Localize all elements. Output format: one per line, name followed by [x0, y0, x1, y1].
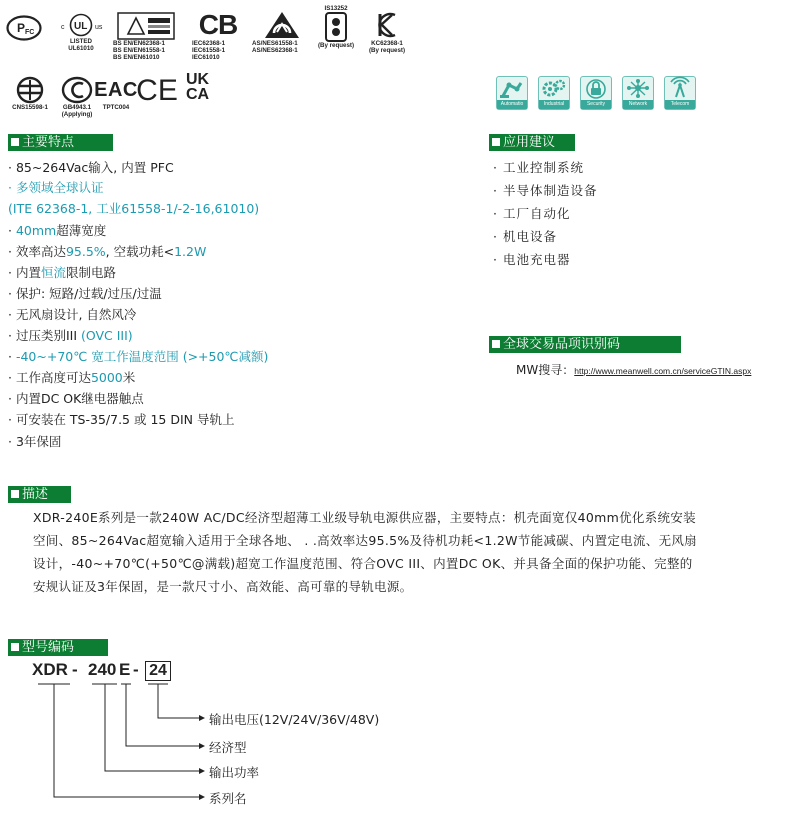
feature-text: , 空载功耗<: [105, 244, 175, 259]
feature-highlight: 40mm: [15, 223, 57, 238]
cert-caption: GB4943.1: [62, 104, 92, 111]
eac-mark-icon: EAC: [94, 79, 138, 101]
gtin-url-link[interactable]: http://www.meanwell.com.cn/serviceGTIN.aspx: [574, 366, 752, 376]
cert-caption: IS13252: [324, 5, 348, 12]
model-dash: -: [133, 660, 139, 679]
model-voltage-box: 24: [145, 661, 171, 681]
description-line: XDR-240E系列是一款240W AC/DC经济型超薄工业级导轨电源供应器，主要特点：机壳面宽仅40mm优化系统安装: [33, 510, 696, 525]
section-title: 型号编码: [22, 640, 75, 655]
feature-text: 米: [122, 370, 136, 385]
ukca-line: UK: [186, 71, 210, 88]
cert-caption: LISTED: [69, 38, 92, 45]
model-legend-type: 经济型: [209, 740, 247, 755]
model-legend-power: 输出功率: [209, 765, 260, 780]
svg-text:us: us: [95, 24, 103, 31]
cert-caption: UL61010: [68, 45, 94, 52]
cert-caption: IEC61558-1: [192, 47, 226, 54]
feature-highlight: -40~+70℃ 宽工作温度范围 (>+50℃减额): [15, 349, 269, 364]
cert-caption: KC62368-1: [371, 40, 403, 47]
description-line: 空间、85~264Vac超宽输入适用于全球各地、 . .高效率达95.5%及待机功耗<1.2W节能减碳、内置定电流、无风扇: [33, 533, 697, 548]
model-series: XDR: [32, 660, 68, 679]
section-title: 描述: [22, 487, 49, 502]
model-power: 240: [88, 660, 117, 679]
cert-caption: (Applying): [61, 111, 93, 118]
feature-highlight: (ITE 62368-1, 工业61558-1/-2-16,61010): [8, 201, 260, 216]
svg-text:FC: FC: [25, 29, 35, 36]
ukca-line: CA: [186, 86, 210, 103]
cert-caption: TPTC004: [102, 104, 130, 111]
cert-caption: (By request): [368, 47, 406, 54]
model-dash: -: [72, 660, 78, 679]
cert-caption: AS/NES61558-1: [252, 40, 298, 47]
feature-text: · 保护: 短路/过载/过压/过温: [8, 286, 162, 301]
cb-mark-icon: CB: [198, 9, 238, 40]
feature-highlight: 恒流: [40, 265, 66, 280]
feature-text: · 85~264Vac输入, 内置 PFC: [8, 160, 174, 175]
description-line: 安规认证及3年保固，是一款尺寸小、高效能、高可靠的导轨电源。: [33, 579, 413, 594]
cert-caption: BS EN/EN61558-1: [113, 47, 165, 54]
feature-highlight: 5000: [90, 370, 123, 385]
application-item: · 工业控制系统: [493, 160, 584, 175]
application-item: · 半导体制造设备: [493, 183, 598, 198]
industry-label: Telecom: [665, 100, 695, 109]
gtin-label: MW搜寻：: [516, 363, 575, 377]
industry-label: Industrial: [539, 100, 569, 109]
cert-caption: (By request): [317, 42, 355, 49]
industry-label: Security: [581, 100, 611, 109]
feature-text: · 效率高达: [8, 244, 66, 259]
cert-caption: BS EN/EN62368-1: [113, 40, 165, 47]
application-item: · 机电设备: [493, 229, 557, 244]
feature-text: · 工作高度可达: [8, 370, 91, 385]
feature-text: 限制电路: [65, 265, 116, 280]
cert-caption: CNS15598-1: [12, 104, 48, 111]
ce-mark-icon: CE: [136, 74, 178, 107]
section-title: 全球交易品项识别码: [503, 337, 621, 352]
svg-text:P: P: [17, 21, 26, 35]
model-legend-voltage: 输出电压(12V/24V/36V/48V): [209, 712, 380, 727]
section-title: 主要特点: [22, 135, 75, 150]
industry-label: Automatio: [497, 100, 527, 109]
feature-text: 超薄宽度: [56, 223, 107, 238]
feature-text: · 内置DC OK继电器触点: [8, 391, 144, 406]
feature-highlight: (OVC III): [80, 328, 133, 343]
feature-highlight: 95.5%: [65, 244, 106, 259]
industry-label: Network: [623, 100, 653, 109]
svg-text:c: c: [61, 24, 65, 31]
application-item: · 工厂自动化: [493, 206, 571, 221]
feature-text: · 无风扇设计, 自然风冷: [8, 307, 137, 322]
cert-caption: AS/NES62368-1: [252, 47, 298, 54]
feature-text: · 内置: [8, 265, 41, 280]
feature-highlight: 1.2W: [174, 244, 207, 259]
application-item: · 电池充电器: [493, 252, 571, 267]
feature-highlight: · 多领域全球认证: [8, 180, 104, 195]
model-legend-series: 系列名: [209, 791, 247, 806]
cert-caption: IEC62368-1: [192, 40, 226, 47]
feature-text: · 过压类别III: [8, 328, 81, 343]
feature-text: · 可安装在 TS-35/7.5 或 15 DIN 导轨上: [8, 412, 235, 427]
cert-caption: IEC61010: [192, 54, 220, 61]
cert-caption: BS EN/EN61010: [113, 54, 160, 61]
description-line: 设计，-40~+70℃(+50℃@满载)超宽工作温度范围、符合OVC III、内置DC OK、并具备全面的保护功能、完整的: [33, 556, 693, 571]
svg-text:UL: UL: [74, 21, 88, 32]
feature-text: ·: [8, 349, 16, 364]
feature-text: · 3年保固: [8, 434, 62, 449]
section-title: 应用建议: [503, 135, 556, 150]
model-type: E: [119, 660, 131, 679]
feature-text: ·: [8, 223, 16, 238]
